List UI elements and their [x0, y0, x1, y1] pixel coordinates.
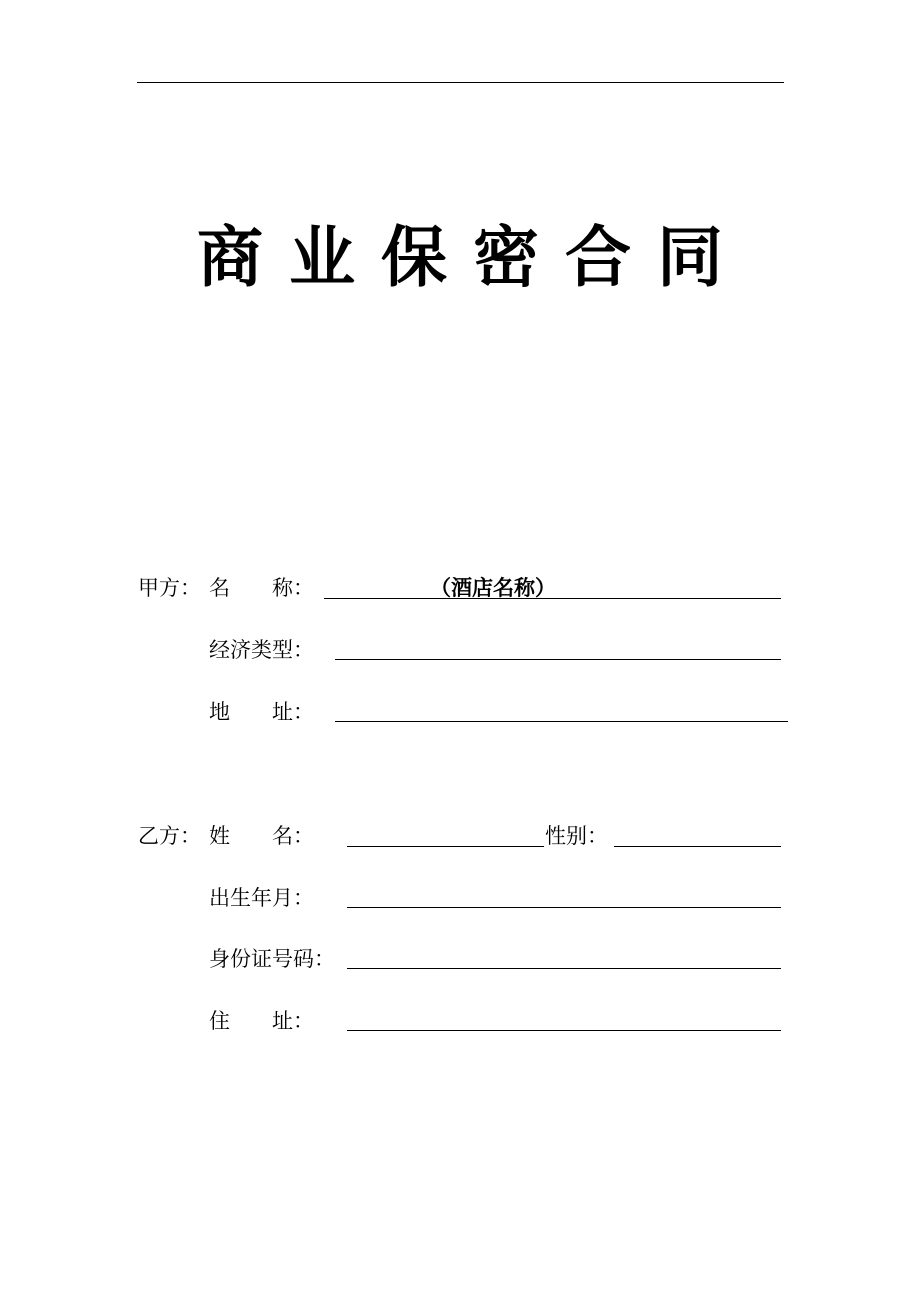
party-b-id-field[interactable] [347, 968, 781, 969]
header-rule [137, 82, 784, 83]
party-b-name-label: 姓 名： [209, 824, 314, 848]
party-b-birth-label: 出生年月： [209, 886, 314, 910]
party-b-address-label: 住 址： [209, 1009, 314, 1033]
party-b-gender-field[interactable] [614, 846, 781, 847]
party-b-id-label: 身份证号码： [209, 947, 335, 971]
party-b-birth-field[interactable] [347, 907, 781, 908]
party-a-address-field[interactable] [335, 721, 788, 722]
party-a-name-value: （酒店名称） [430, 576, 556, 600]
party-b-name-field[interactable] [347, 846, 544, 847]
document-title: 商业保密合同 [197, 219, 749, 296]
party-a-economic-type-label: 经济类型： [209, 638, 314, 662]
party-a-tag: 甲方： [138, 576, 201, 600]
party-a-address-label: 地 址： [209, 700, 314, 724]
party-a-name-label: 名 称： [209, 576, 314, 600]
party-b-gender-label: 性别： [545, 824, 608, 848]
party-b-address-field[interactable] [347, 1030, 781, 1031]
party-b-tag: 乙方： [138, 824, 201, 848]
party-a-economic-type-field[interactable] [335, 659, 781, 660]
